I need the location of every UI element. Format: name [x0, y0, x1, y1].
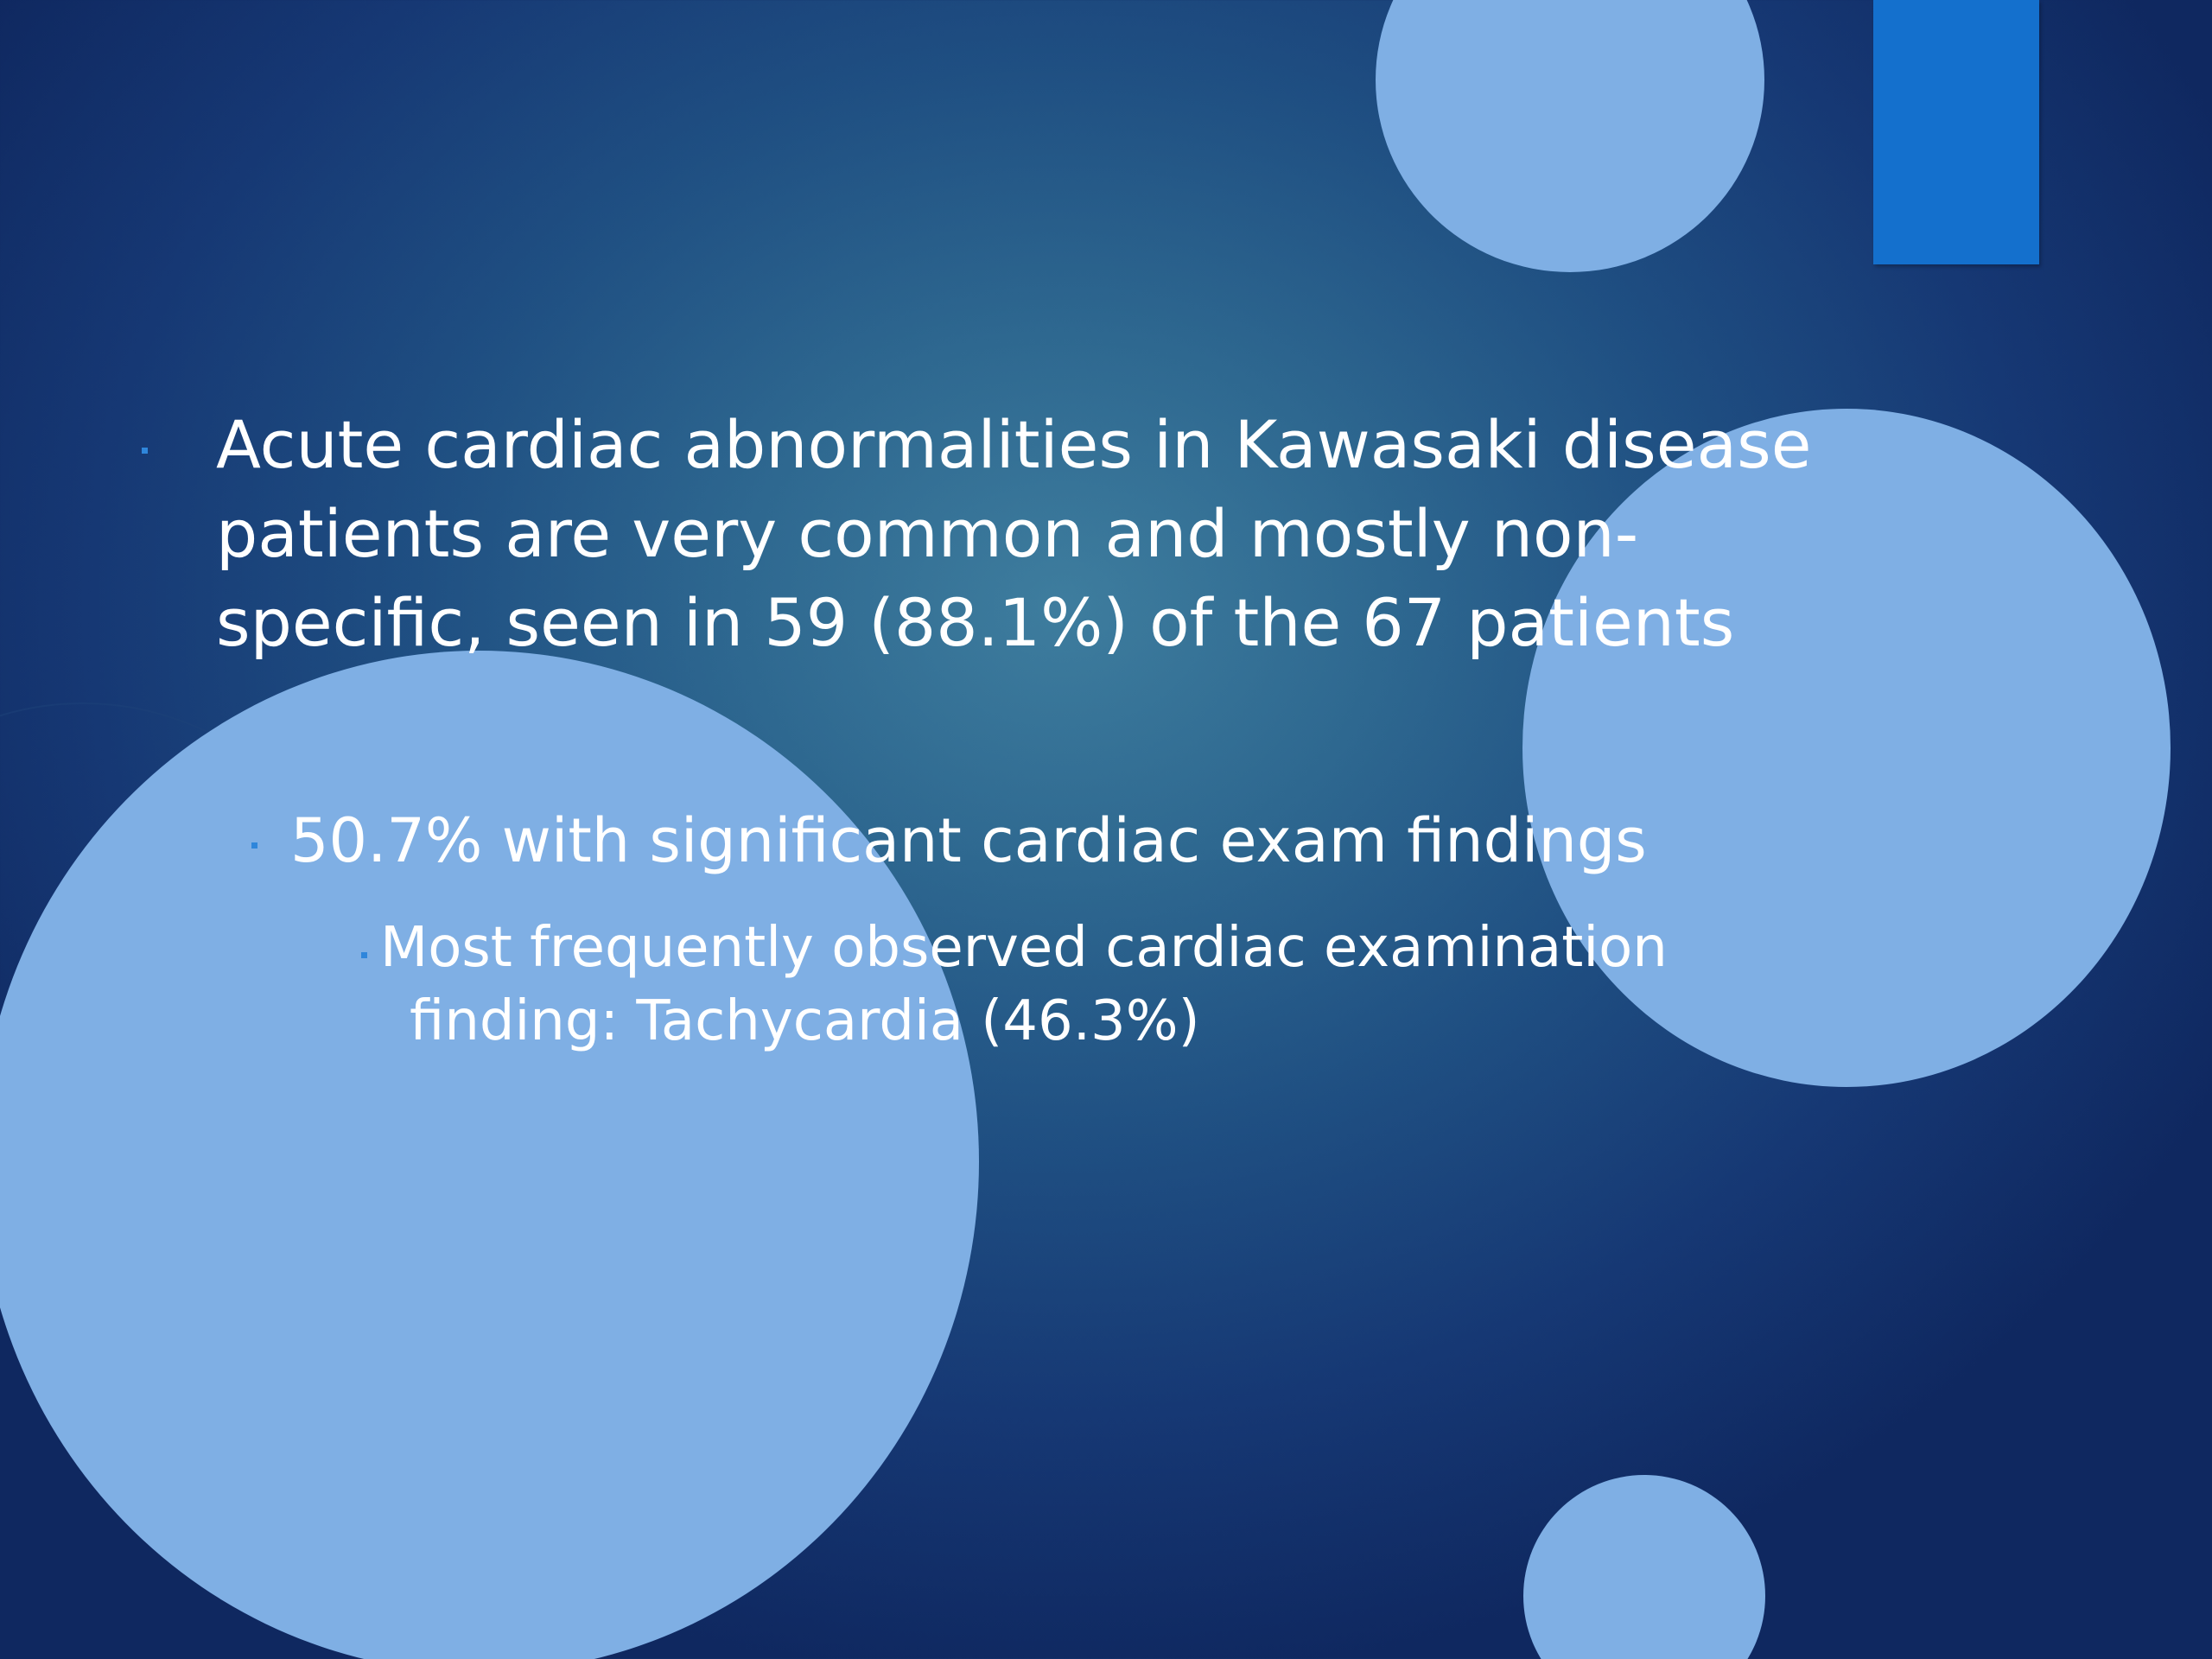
bullet-level3-text	[380, 912, 1668, 1058]
bullet-level1-line: patients are very common and mostly non-	[216, 495, 1639, 572]
bullet-level3-line: Most frequently observed cardiac examination	[380, 916, 1668, 980]
bullet-marker-level2	[251, 842, 257, 849]
bullet-level3-line: finding: Tachycardia (46.3%)	[410, 989, 1200, 1053]
bullet-marker-level3	[361, 952, 367, 958]
accent-rectangle	[1873, 0, 2039, 264]
decorative-circle-top	[1376, 0, 1764, 272]
bullet-marker-level1	[142, 448, 148, 454]
bullet-level1-text	[216, 400, 1811, 667]
bullet-level1-line: Acute cardiac abnormalities in Kawasaki disease	[216, 406, 1812, 483]
decorative-circle-bottom	[1523, 1475, 1765, 1659]
bullet-level1-line: specific, seen in 59 (88.1%) of the 67 patients	[216, 584, 1735, 661]
bullet-level2-text: 50.7% with significant cardiac exam findings	[290, 805, 1647, 876]
